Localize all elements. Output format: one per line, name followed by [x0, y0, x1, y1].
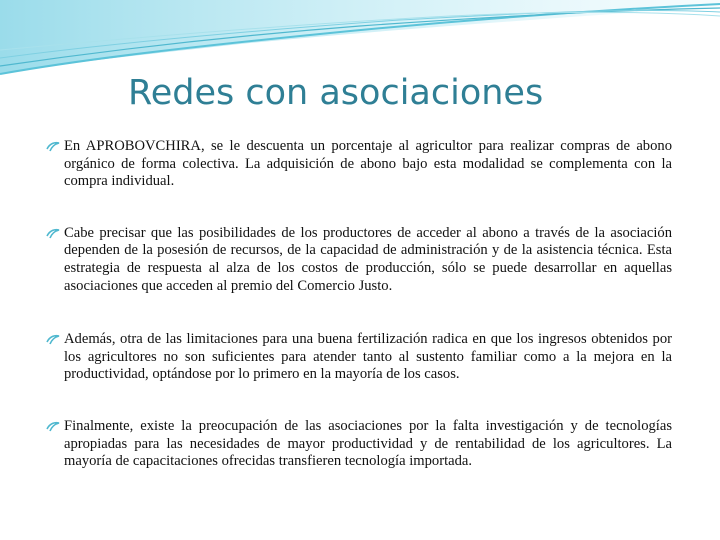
swoosh-bullet-icon: [46, 334, 60, 346]
bullet-text: Además, otra de las limitaciones para una buena fertilización radica en que los ingresos obtenidos por los agricultores no son suficientes para atender tanto al sustento familiar como a la mejora en la productividad, optándose por lo primero en la mayoría de los casos.: [64, 331, 672, 383]
header-wave-decoration: [0, 0, 720, 80]
swoosh-bullet-icon: [46, 421, 60, 433]
swoosh-bullet-icon: [46, 228, 60, 240]
bullet-item: [46, 138, 672, 191]
bullet-text: Finalmente, existe la preocupación de las asociaciones por la falta investigación y de tecnologías apropiadas para las necesidades de mayor productividad y de rentabilidad de los agricultores. La mayoría de capacitaciones ofrecidas transfieren tecnología importada.: [64, 417, 672, 470]
bullet-item: [46, 225, 672, 295]
bullet-text: Cabe precisar que las posibilidades de los productores de acceder al abono a través de la asociación dependen de la posesión de recursos, de la capacidad de administración y de la asistencia técnica. Esta estrategia de respuesta al alza de los costos de producción, sólo se puede desarrollar en aquellas asociaciones que acceden al premio del Comercio Justo.: [64, 224, 672, 294]
bullet-item: [46, 331, 672, 384]
bullet-list: [46, 138, 672, 505]
slide-title: Redes con asociaciones: [128, 73, 544, 113]
bullet-item: [46, 418, 672, 471]
bullet-text: En APROBOVCHIRA, se le descuenta un porcentaje al agricultor para realizar compras de abono orgánico de forma colectiva. La adquisición de abono bajo esta modalidad se complementa con la compra individual.: [64, 138, 672, 190]
swoosh-bullet-icon: [46, 141, 60, 153]
